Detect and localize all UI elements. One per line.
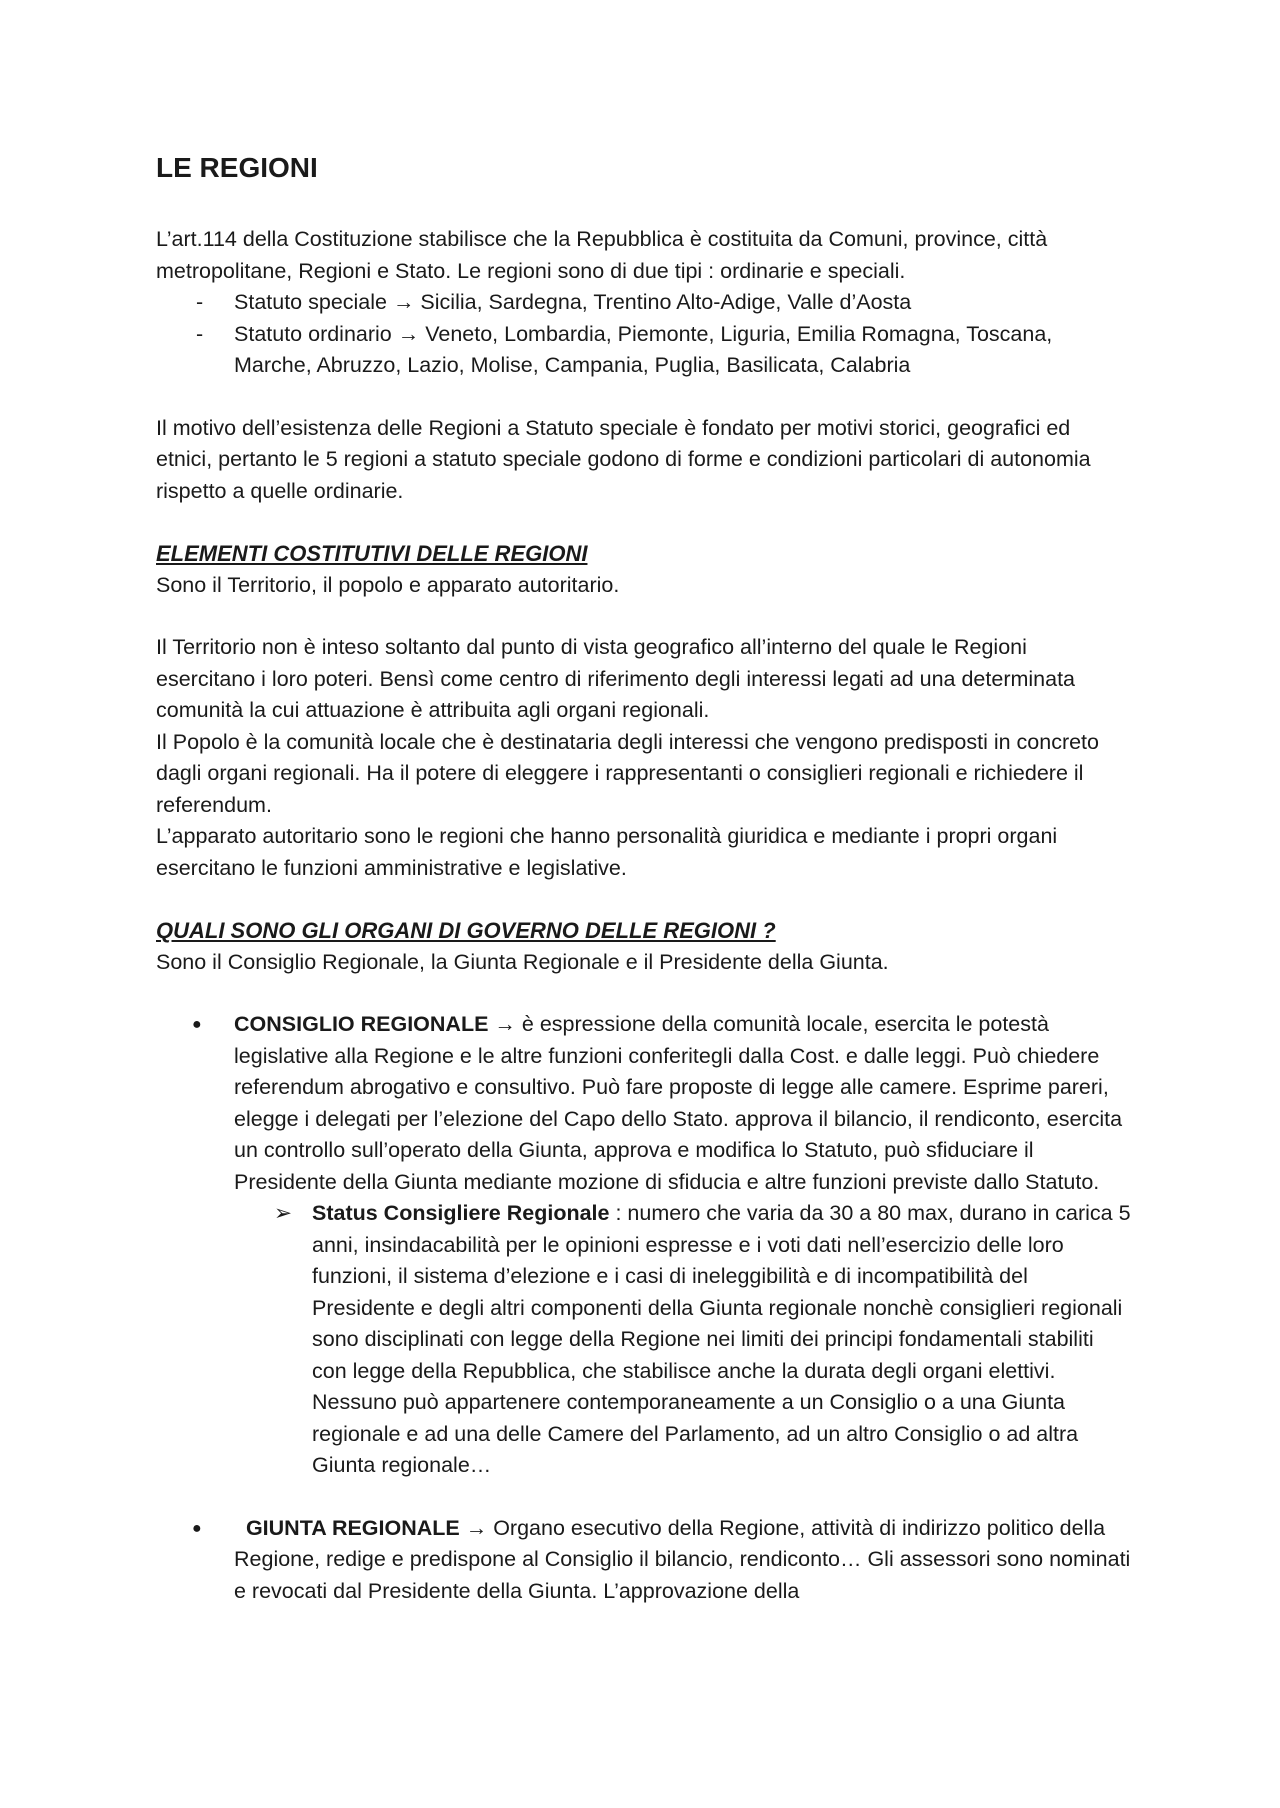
consiglio-text: → è espressione della comunità locale, esercita le potestà legislative alla Regione e le altre funzioni conferitegli dalla Cost. e dalle leggi. Può chiedere referendum abrogativo e consultivo. Può fare proposte di legge alle camere. Esprime pareri, elegge i delegati per l’elezione del Capo dello Stato. approva il bilancio, il rendiconto, esercita un controllo sull’operato della Giunta, approva e modifica lo Statuto, può sfiduciare il Presidente della Giunta mediante mozione di sfiducia e altre funzioni previste dallo Statuto. (234, 1012, 1123, 1194)
section-heading-elementi: ELEMENTI COSTITUTIVI DELLE REGIONI (156, 541, 588, 566)
apparato-paragraph: L’apparato autoritario sono le regioni che hanno personalità giuridica e mediante i propri organi esercitano le funzioni amministrative e legislative. (156, 824, 1058, 880)
intro-paragraph: L’art.114 della Costituzione stabilisce che la Repubblica è costituita da Comuni, province, città metropolitane, Regioni e Stato. Le regioni sono di due tipi : ordinarie e speciali. (156, 227, 1048, 283)
subbullet-status (156, 1198, 1131, 1482)
section-lead: Sono il Territorio, il popolo e apparato autoritario. (156, 572, 620, 597)
section-lead: Sono il Consiglio Regionale, la Giunta Regionale e il Presidente della Giunta. (156, 949, 889, 974)
dash-bullet: - (196, 321, 204, 346)
giunta-text: → Organo esecutivo della Regione, attività di indirizzo politico della Regione, redige e predispone al Consiglio il bilancio, rendiconto… Gli assessori sono nominati e revocati dal Presidente della Giunta. L’approvazione della (234, 1515, 1131, 1603)
statuto-list (156, 287, 1131, 382)
bullet-giunta (156, 1513, 1131, 1608)
territorio-paragraph: Il Territorio non è inteso soltanto dal punto di vista geografico all’interno del quale le Regioni esercitano i loro poteri. Bensì come centro di riferimento degli interessi legati ad una determinata comunità la cui attuazione è attribuita agli organi regionali. (156, 635, 1076, 722)
page-title: LE REGIONI (156, 152, 318, 183)
list-item: - Statuto ordinario → Veneto, Lombardia, Piemonte, Liguria, Emilia Romagna, Toscana, Marche, Abruzzo, Lazio, Molise, Campania, Puglia, Basilicata, Calabria (156, 319, 1131, 382)
status-text: : numero che varia da 30 a 80 max, durano in carica 5 anni, insindacabilità per le opinioni espresse e i voti dati nell’esercizio delle loro funzioni, il sistema d’elezione e i casi di ineleggibilità e di incompatibilità del Presidente e degli altri componenti della Giunta regionale nonchè consiglieri regionali sono disciplinati con legge della Regione nei limiti dei principi fondamentali stabiliti con legge della Repubblica, che stabilisce anche la durata degli organi elettivi. Nessuno può appartenere contemporaneamente a un Consiglio o a una Giunta regionale e ad una delle Camere del Parlamento, ad un altro Consiglio o ad altra Giunta regionale… (312, 1201, 1131, 1477)
bullet-dot: ● (192, 1016, 202, 1033)
status-label: Status Consigliere Regionale (312, 1201, 610, 1225)
giunta-label: GIUNTA REGIONALE (245, 1515, 460, 1540)
bullet-consiglio (156, 1009, 1131, 1198)
dash-bullet: - (196, 290, 204, 314)
arrow-bullet-icon: ➢ (274, 1201, 293, 1225)
bullet-dot: ● (192, 1519, 202, 1537)
list-item: - Statuto speciale → Sicilia, Sardegna, Trentino Alto-Adige, Valle d’Aosta (156, 287, 1131, 319)
motivo-paragraph: Il motivo dell’esistenza delle Regioni a Statuto speciale è fondato per motivi storici, geografici ed etnici, pertanto le 5 regioni a statuto speciale godono di forme e condizioni particolari di autonomia rispetto a quelle ordinarie. (156, 415, 1091, 503)
document-page (156, 150, 1131, 1607)
section-heading-organi: QUALI SONO GLI ORGANI DI GOVERNO DELLE REGIONI ? (156, 918, 776, 943)
consiglio-label: CONSIGLIO REGIONALE (234, 1012, 489, 1036)
popolo-paragraph: Il Popolo è la comunità locale che è destinataria degli interessi che vengono predisposti in concreto dagli organi regionali. Ha il potere di eleggere i rappresentanti o consiglieri regionali e richiedere il referendum. (156, 729, 1099, 817)
